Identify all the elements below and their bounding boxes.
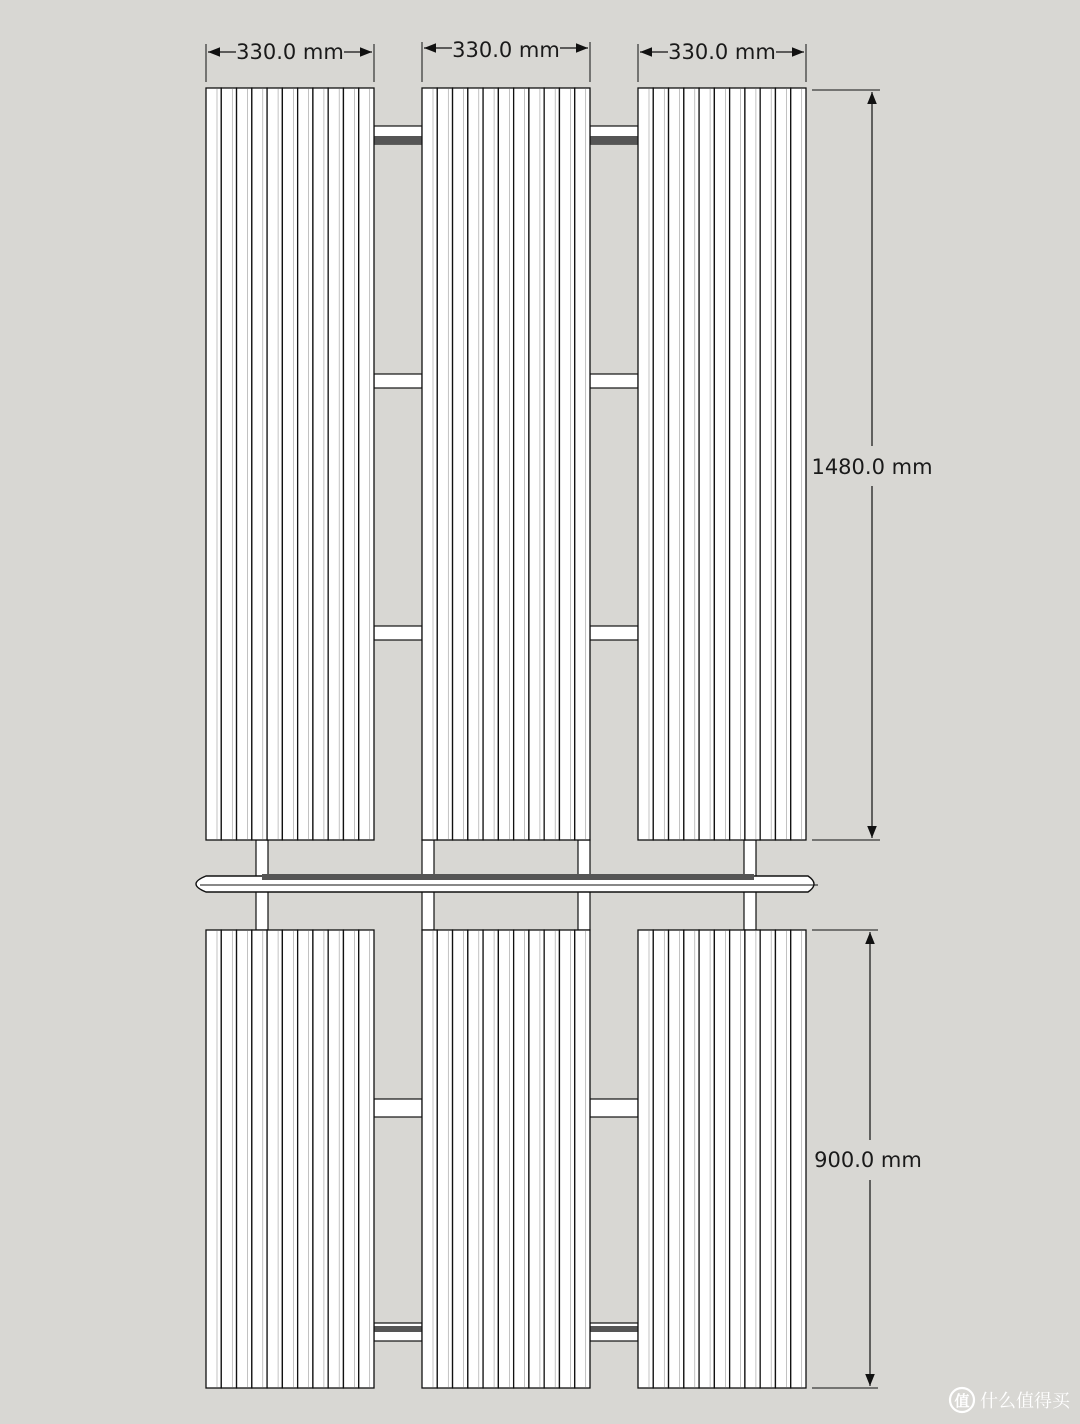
panel-slat [529,930,544,1388]
connector-bar [590,1323,638,1341]
panel-slat [699,88,714,840]
panel-slat [669,930,684,1388]
connector-bar [374,1099,422,1117]
panel-slat [514,88,529,840]
panel-slat [252,88,267,840]
width-label-right: 330.0 mm [668,40,776,64]
width-dimension-right [638,40,806,82]
panel-slat [252,930,267,1388]
panel-slat [791,930,806,1388]
upper-panel-right [638,88,806,840]
panel-slat [559,88,574,840]
panel-slat [343,88,358,840]
post [578,840,590,878]
panels [206,88,806,1388]
panel-slat [206,930,221,1388]
watermark [950,1388,1071,1412]
panel-slat [237,930,252,1388]
panel-slat [714,930,729,1388]
post [744,840,756,878]
panel-slat [559,930,574,1388]
panel-slat [699,930,714,1388]
panel-slat [267,930,282,1388]
panel-slat [791,88,806,840]
panel-slat [575,930,590,1388]
panel-slat [544,88,559,840]
connector-bar [590,626,638,640]
panel-slat [422,88,437,840]
post [256,890,268,930]
panel-slat [745,930,760,1388]
panel-slat [422,930,437,1388]
panel-slat [730,930,745,1388]
panel-slat [775,88,790,840]
panel-slat [483,88,498,840]
panel-slat [237,88,252,840]
post [422,840,434,878]
panel-slat [453,930,468,1388]
height-label-lower: 900.0 mm [814,1148,922,1172]
panel-slat [221,930,236,1388]
post [744,890,756,930]
connector-bar [374,1323,422,1341]
upper-panel-center [422,88,590,840]
panel-slat [714,88,729,840]
panel-slat [544,930,559,1388]
connector-bar [374,374,422,388]
width-dimension-center [422,38,590,82]
lower-panel-left [206,930,374,1388]
top-width-dimensions [206,38,806,82]
panel-slat [313,930,328,1388]
post [578,890,590,930]
lower-height-dimension [812,930,922,1388]
panel-slat [638,88,653,840]
panel-slat [684,88,699,840]
panel-slat [575,88,590,840]
connector-bar [374,126,422,144]
center-rail [196,874,818,892]
panel-slat [498,930,513,1388]
panel-slat [653,930,668,1388]
panel-slat [298,930,313,1388]
panel-slat [437,930,452,1388]
panel-slat [453,88,468,840]
panel-slat [468,930,483,1388]
width-label-left: 330.0 mm [236,40,344,64]
upper-panel-left [206,88,374,840]
panel-slat [483,930,498,1388]
zhi-value-logo-icon [950,1388,974,1412]
panel-slat [313,88,328,840]
height-label-upper: 1480.0 mm [811,455,933,479]
panel-slat [760,88,775,840]
panel-slat [638,930,653,1388]
panel-slat [343,930,358,1388]
panel-slat [221,88,236,840]
svg-text:值: 值 [954,1392,970,1410]
panel-slat [328,930,343,1388]
panel-slat [684,930,699,1388]
post [422,890,434,930]
panel-slat [730,88,745,840]
width-dimension-left [206,40,374,82]
post [256,840,268,878]
upper-height-dimension [811,90,932,840]
panel-slat [282,930,297,1388]
panel-slat [760,930,775,1388]
panel-slat [328,88,343,840]
panel-slat [514,930,529,1388]
panel-slat [282,88,297,840]
lower-panel-right [638,930,806,1388]
panel-slat [298,88,313,840]
panel-slat [468,88,483,840]
panel-slat [529,88,544,840]
lower-panel-center [422,930,590,1388]
panel-slat [653,88,668,840]
panel-slat [775,930,790,1388]
panel-slat [359,88,374,840]
panel-slat [206,88,221,840]
watermark-text: 什么值得买 [980,1391,1070,1412]
connector-bar [590,1099,638,1117]
panel-slat [498,88,513,840]
connector-bar [590,374,638,388]
panel-slat [359,930,374,1388]
panel-slat [267,88,282,840]
panel-slat [669,88,684,840]
width-label-center: 330.0 mm [452,38,560,62]
connector-bar [590,126,638,144]
panel-slat [745,88,760,840]
connector-bar [374,626,422,640]
panel-slat [437,88,452,840]
